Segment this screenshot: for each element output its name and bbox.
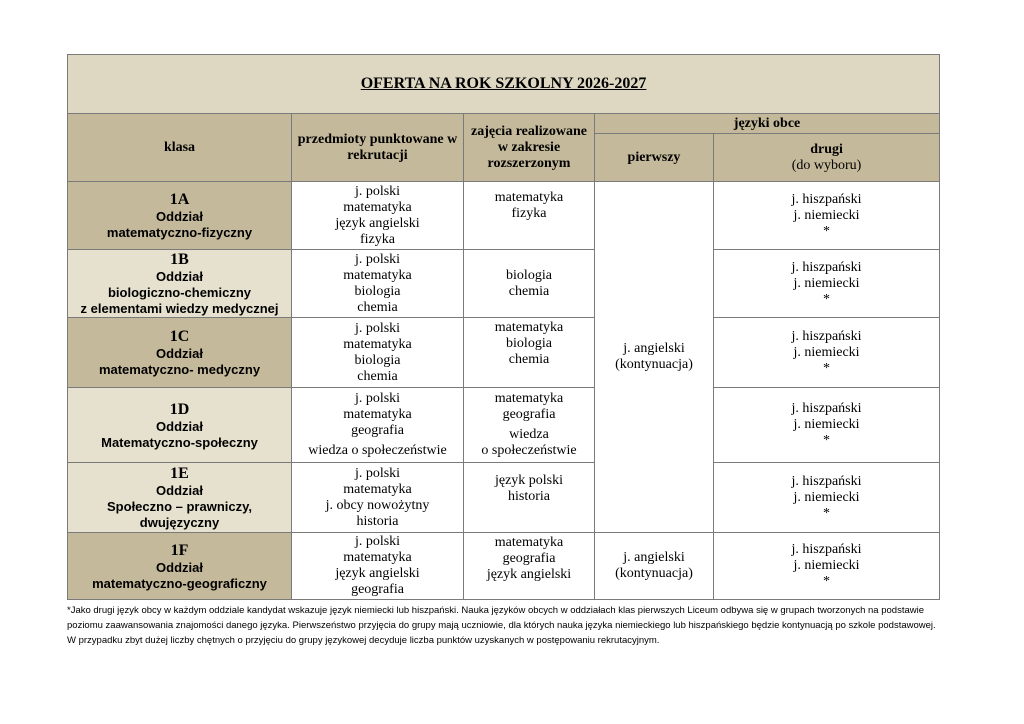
class-sub: Oddział	[156, 418, 203, 434]
header-przedmioty: przedmioty punktowane w rekrutacji	[292, 114, 464, 182]
points-cell	[292, 388, 464, 463]
subject: chemia	[357, 299, 398, 315]
second-language-cell	[714, 388, 940, 463]
subject: matematyka	[494, 190, 564, 205]
subject: biologia	[354, 352, 401, 368]
points-cell	[292, 182, 464, 250]
points-cell	[292, 318, 464, 388]
subject: wiedza	[509, 427, 549, 442]
subject: j. obcy nowożytny	[325, 497, 430, 513]
subject: matematyka	[343, 407, 412, 422]
language: j. hiszpański	[791, 542, 862, 557]
class-name: matematyczno-geograficzny	[92, 575, 267, 591]
page-title: OFERTA NA ROK SZKOLNY 2026-2027	[360, 74, 647, 92]
class-code: 1E	[170, 465, 189, 482]
second-language-cell	[714, 182, 940, 250]
points-cell	[292, 463, 464, 533]
subject: język angielski	[335, 566, 420, 581]
language: j. niemiecki	[793, 275, 860, 291]
extended-cell	[464, 318, 595, 388]
header-drugi	[714, 134, 940, 182]
second-language-cell	[714, 318, 940, 388]
language: j. hiszpański	[791, 328, 862, 344]
asterisk: *	[823, 223, 831, 239]
subject: biologia	[506, 336, 552, 351]
second-language-cell	[714, 463, 940, 533]
subject: j. polski	[354, 534, 401, 549]
first-language: j. angielski	[623, 550, 685, 565]
subject: chemia	[508, 352, 550, 367]
subject: matematyka	[343, 267, 412, 283]
class-cell	[68, 182, 292, 250]
subject: j. polski	[354, 251, 401, 267]
class-cell	[68, 463, 292, 533]
language: j. niemiecki	[793, 207, 860, 223]
class-cell	[68, 250, 292, 318]
header-klasa: klasa	[68, 114, 292, 182]
points-cell	[292, 533, 464, 600]
class-sub: Oddział	[156, 209, 203, 224]
asterisk: *	[823, 360, 831, 376]
asterisk: *	[823, 574, 831, 589]
class-code: 1F	[170, 541, 189, 559]
subject: chemia	[357, 368, 398, 384]
class-name: matematyczno- medyczny	[98, 362, 261, 377]
extended-cell	[464, 250, 595, 318]
subject: matematyka	[343, 550, 412, 565]
class-name: biologiczno-chemiczny	[107, 285, 251, 300]
language: j. niemiecki	[793, 417, 860, 432]
second-language-cell	[714, 250, 940, 318]
class-code: 1A	[169, 191, 190, 208]
subject: fizyka	[511, 206, 547, 221]
asterisk: *	[823, 291, 831, 307]
extended-cell	[464, 533, 595, 600]
subject: geografia	[502, 551, 556, 566]
subject: język polski	[494, 473, 564, 488]
class-name: z elementami wiedzy medycznej	[80, 301, 279, 316]
subject: biologia	[354, 283, 401, 299]
class-sub: Oddział	[156, 269, 203, 284]
language: j. hiszpański	[791, 473, 862, 489]
extended-cell	[464, 182, 595, 250]
class-name: matematyczno-fizyczny	[106, 225, 253, 240]
asterisk: *	[823, 433, 831, 448]
language: j. niemiecki	[793, 344, 860, 360]
first-language-cell	[595, 533, 714, 600]
subject: j. polski	[354, 320, 401, 336]
language: j. niemiecki	[793, 558, 860, 573]
class-cell	[68, 318, 292, 388]
subject: matematyka	[494, 320, 564, 335]
class-code: 1C	[169, 328, 190, 345]
header-pierwszy: pierwszy	[595, 134, 714, 182]
subject: geografia	[502, 407, 556, 422]
subject: matematyka	[343, 336, 412, 352]
subject: historia	[356, 513, 399, 529]
offer-table	[67, 54, 940, 600]
subject: geografia	[351, 423, 404, 438]
first-language: j. angielski	[623, 341, 685, 356]
subject: o społeczeństwie	[481, 443, 577, 458]
second-language-cell	[714, 533, 940, 600]
table-row	[68, 533, 940, 600]
points-cell	[292, 250, 464, 318]
header-drugi-sub: (do wyboru)	[791, 157, 862, 173]
class-sub: Oddział	[156, 483, 203, 498]
subject: historia	[508, 489, 550, 504]
language: j. niemiecki	[793, 489, 860, 505]
subject: matematyka	[343, 481, 412, 497]
extended-cell	[464, 388, 595, 463]
table-row	[68, 463, 940, 533]
language: j. hiszpański	[791, 401, 862, 416]
subject: wiedza o społeczeństwie	[308, 443, 447, 458]
class-cell	[68, 533, 292, 600]
language: j. hiszpański	[791, 191, 862, 207]
class-cell	[68, 388, 292, 463]
first-language-cell	[595, 182, 714, 533]
first-language-note: (kontynuacja)	[615, 357, 693, 372]
subject: geografia	[351, 582, 404, 597]
first-language-note: (kontynuacja)	[615, 566, 693, 581]
table-row	[68, 182, 940, 250]
class-code: 1B	[170, 251, 189, 268]
class-name: Społeczno – prawniczy, dwujęzyczny	[107, 499, 252, 530]
subject: biologia	[506, 267, 552, 283]
table-row	[68, 388, 940, 463]
subject: chemia	[508, 283, 550, 299]
header-drugi-label: drugi	[810, 141, 843, 157]
header-jezyki: języki obce	[595, 114, 940, 134]
footnote: *Jako drugi język obcy w każdym oddziale kandydat wskazuje język niemiecki lub hiszpański. Nauka języków obcych w oddziałach klas pierwszych Liceum odbywa się w grupach tworzonych na podstawie poziomu zaawansowania znajomości danego języka. Pierwszeństwo przyjęcia do grupy mają uczniowie, dla których nauka języka niemieckiego lub hiszpańskiego będzie kontynuacją po szkole podstawowej. W przypadku zbyt dużej liczby chętnych o przyjęciu do grupy językowej decyduje liczba punktów uzyskanych w postępowaniu rekrutacyjnym.	[67, 605, 936, 646]
subject: matematyka	[343, 199, 412, 215]
asterisk: *	[823, 505, 831, 521]
subject: matematyka	[494, 391, 564, 406]
subject: język angielski	[486, 567, 572, 582]
table-row	[68, 250, 940, 318]
subject: j. polski	[354, 391, 401, 406]
subject: j. polski	[354, 465, 401, 481]
language: j. hiszpański	[791, 259, 862, 275]
subject: fizyka	[360, 231, 395, 247]
class-sub: Oddział	[156, 346, 203, 361]
class-sub: Oddział	[156, 559, 203, 575]
subject: matematyka	[494, 535, 564, 550]
table-row	[68, 318, 940, 388]
header-zajecia: zajęcia realizowane w zakresie rozszerzonym	[464, 114, 595, 182]
subject: język angielski	[335, 215, 420, 231]
title-cell	[68, 55, 940, 114]
class-name: Matematyczno-społeczny	[101, 434, 258, 450]
subject: j. polski	[354, 183, 401, 199]
class-code: 1D	[169, 400, 190, 418]
extended-cell	[464, 463, 595, 533]
